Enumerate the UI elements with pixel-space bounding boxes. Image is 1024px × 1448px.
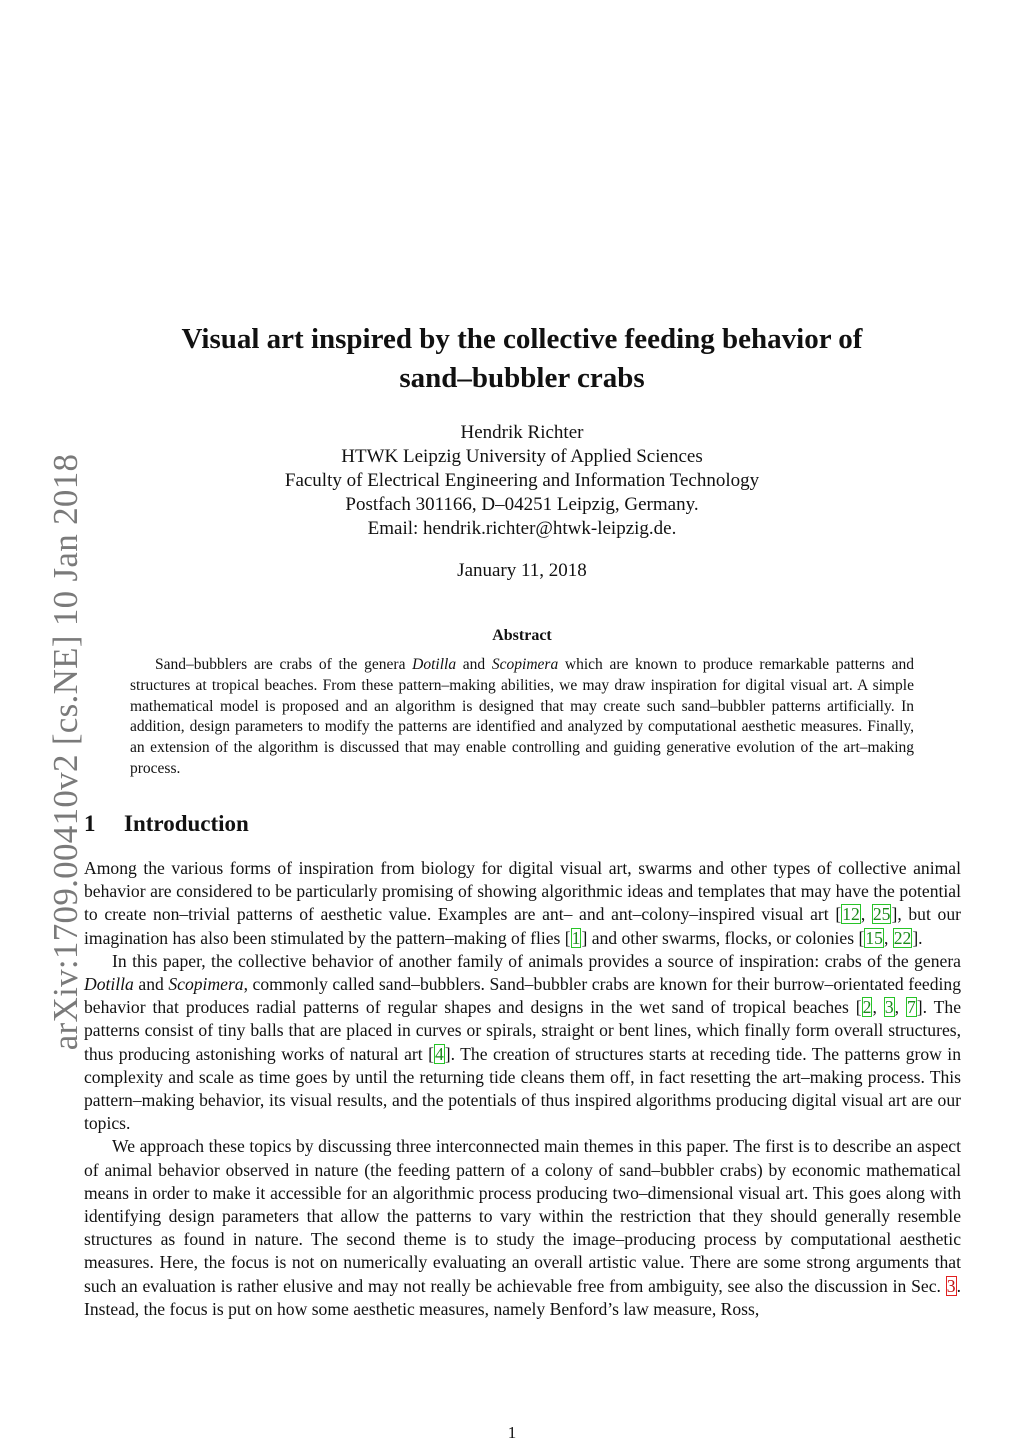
genus-scopimera: Scopimera: [491, 656, 559, 673]
citation-link-4[interactable]: 4: [434, 1043, 444, 1064]
paragraph-text: . Instead, the focus is put on how some aesthetic measures, namely Benford’s law measure, Ross,: [84, 1275, 961, 1319]
paragraph-2: [84, 950, 961, 1136]
paragraph-text: ].: [912, 927, 923, 948]
introduction-body: [84, 857, 961, 1321]
title-line-2: sand–bubbler crabs: [399, 362, 645, 394]
citation-link-2[interactable]: 2: [862, 997, 872, 1018]
title-line-1: Visual art inspired by the collective feeding behavior of: [181, 323, 863, 355]
paragraph-3: [84, 1135, 961, 1321]
abstract-heading: Abstract: [492, 627, 552, 644]
paragraph-text: Among the various forms of inspiration from biology for digital visual art, swarms and other types of collective animal behavior are considered to be particularly promising of showing algorithmic ideas and templates that may have the potential to create non–trivial patterns of aesthetic value. Examples are ant– and ant–colony–inspired visual art [: [84, 858, 961, 925]
paragraph-text: ,: [860, 904, 872, 925]
author-email: Email: hendrik.richter@htwk-leipzig.de.: [367, 518, 677, 539]
abstract-text: [130, 655, 914, 780]
author-name: Hendrik Richter: [460, 422, 584, 443]
author-affiliation: HTWK Leipzig University of Applied Sciences: [341, 446, 703, 467]
paragraph-text: We approach these topics by discussing three interconnected main themes in this paper. The first is to describe an aspect of animal behavior observed in nature (the feeding pattern of a colony of sand–bubbler crabs) by economic mathematical means in order to make it accessible for an algorithmic process producing two–dimensional visual art. This goes along with identifying design parameters that allow the patterns to vary within the restriction that they should generally resemble structures as found in nature. The second theme is to study the image–producing process by computational aesthetic measures. Here, the focus is not on numerically evaluating an overall artistic value. There are some strong arguments that such an evaluation is rather elusive and may not really be achievable free from ambiguity, see also the discussion in Sec.: [84, 1136, 961, 1296]
paragraph-text: and: [133, 974, 169, 995]
citation-link-22[interactable]: 22: [893, 927, 912, 948]
citation-link-25[interactable]: 25: [872, 904, 891, 925]
author-address: Postfach 301166, D–04251 Leipzig, Germany.: [345, 494, 699, 515]
paragraph-1: [84, 857, 961, 950]
paragraph-text: ]. The patterns consist of tiny balls that are placed in curves or spirals, straight or bent lines, which finally form overall structures, thus producing astonishing works of natural art [: [84, 997, 962, 1064]
citation-link-7[interactable]: 7: [906, 997, 916, 1018]
author-block: [84, 421, 960, 541]
paper-date: January 11, 2018: [457, 560, 587, 581]
paragraph-text: ] and other swarms, flocks, or colonies [: [581, 927, 865, 948]
section-number: 1: [84, 811, 96, 836]
abstract-text-part: and: [456, 656, 492, 673]
genus-dotilla: Dotilla: [84, 974, 134, 995]
abstract-text-part: Sand–bubblers are crabs of the genera: [155, 656, 413, 673]
section-title: Introduction: [124, 811, 249, 836]
paragraph-text: ]. The creation of structures starts at receding tide. The patterns grow in complexity and scale as time goes by until the returning tide cleans them off, in fact resetting the art–making process. This pattern–making behavior, its visual results, and the potentials of thus inspired algorithms producing digital visual art are our topics.: [84, 1043, 961, 1134]
paragraph-text: In this paper, the collective behavior of another family of animals provides a source of inspiration: crabs of the genera: [112, 950, 961, 971]
paragraph-text: ,: [872, 997, 884, 1018]
genus-dotilla: Dotilla: [412, 656, 457, 673]
genus-scopimera: Scopimera: [168, 974, 244, 995]
section-reference-link-3[interactable]: 3: [946, 1275, 956, 1296]
citation-link-3[interactable]: 3: [884, 997, 894, 1018]
section-heading: [84, 811, 249, 837]
abstract-text-part: which are known to produce remarkable patterns and structures at tropical beaches. From these pattern–making abilities, we may draw inspiration for digital visual art. A simple mathematical model is proposed and an algorithm is designed that may create such sand–bubbler patterns artificially. In addition, design parameters to modify the patterns are identified and analyzed by computational aesthetic measures. Finally, an extension of the algorithm is discussed that may enable controlling and guiding generative evolution of the art–making process.: [130, 656, 915, 777]
paragraph-text: , commonly called sand–bubblers. Sand–bubbler crabs are known for their burrow–orientated feeding behavior that produces radial patterns of regular shapes and designs in the wet sand of tropical beaches [: [84, 974, 961, 1018]
page-number: 1: [507, 1423, 517, 1442]
citation-link-12[interactable]: 12: [842, 904, 860, 925]
arxiv-identifier-stamp: arXiv:1709.00410v2 [cs.NE] 10 Jan 2018: [46, 453, 85, 1051]
citation-link-1[interactable]: 1: [571, 927, 581, 948]
author-faculty: Faculty of Electrical Engineering and Information Technology: [284, 470, 760, 491]
paper-title: [84, 320, 960, 398]
paragraph-text: ], but our imagination has also been stimulated by the pattern–making of flies [: [84, 904, 961, 948]
paragraph-text: ,: [894, 997, 906, 1018]
paragraph-text: ,: [883, 927, 893, 948]
citation-link-15[interactable]: 15: [865, 927, 883, 948]
